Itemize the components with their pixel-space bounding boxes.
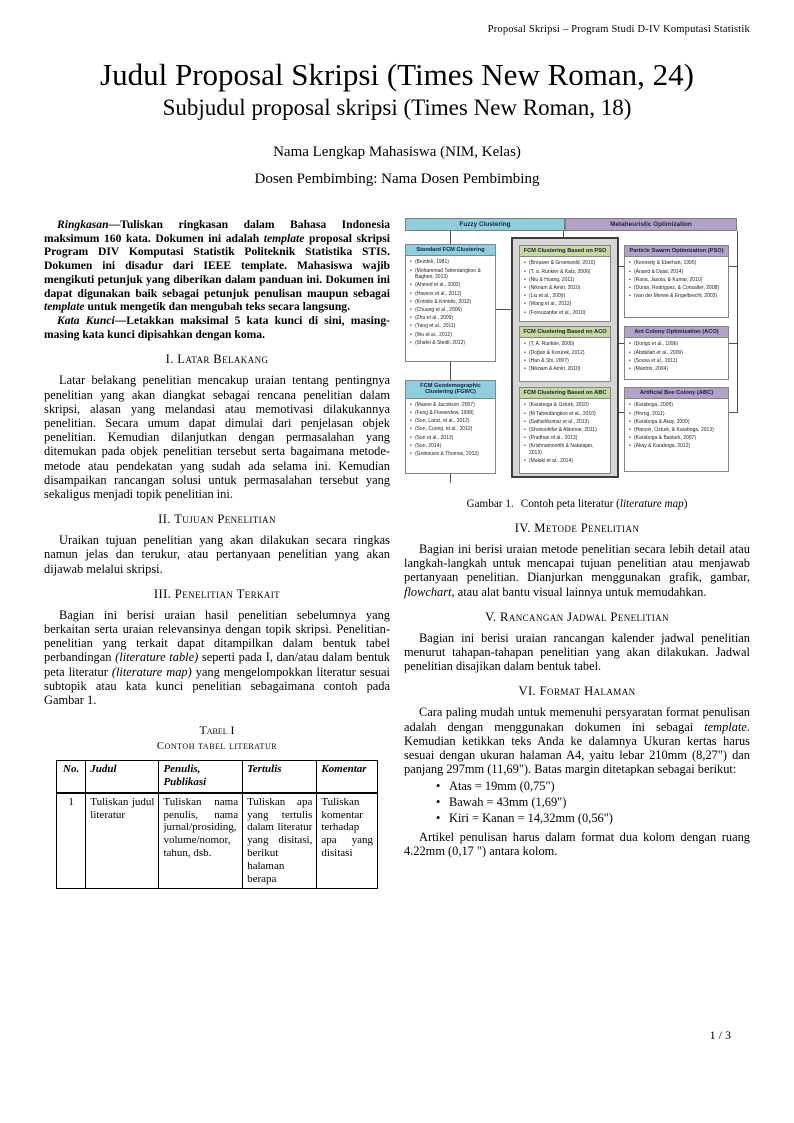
figure-group-metaheuristic-optimization: Metaheuristic Optimization — [565, 218, 737, 231]
body-text-italic: (literature table) — [115, 650, 199, 665]
advisor-line: Dosen Pembimbing: Nama Dosen Pembimbing — [254, 171, 540, 188]
citation-item: • (Mohammad Taherdangkoo & Bagheri, 2013) — [415, 268, 492, 281]
margin-bullet-kiri-kanan: • Kiri = Kanan = 14,32mm (0,56") — [436, 811, 750, 827]
literature-map-figure — [404, 218, 750, 490]
citation-item: • (Chuang et al., 2006) — [415, 307, 492, 314]
table-header-tertulis: Tertulis — [243, 761, 317, 793]
citation-item: • (Wang et al., 2012) — [529, 301, 607, 308]
citation-item: • (Bezdek, 1981) — [415, 259, 492, 266]
citation-item: • (Karaboga & Ozturk, 2010) — [529, 402, 607, 409]
body-text-italic: template — [704, 719, 747, 734]
title-block — [0, 58, 794, 188]
table-header-row — [57, 761, 378, 793]
section-body-tujuan: Uraikan tujuan penelitian yang akan dilakukan secara ringkas namun jelas dan terukur, atau pertanyaan penelitian yang akan dijawab melalui skripsi. — [44, 533, 390, 576]
figure-box-title: FCM Geodemographic Clustering (FGWC) — [406, 381, 495, 399]
abstract-text-italic: template — [263, 231, 305, 245]
figure-box-standard-fcm-clustering — [405, 244, 496, 362]
connector-line — [450, 474, 451, 483]
citation-item: • (Sathishkumar et al., 2013) — [529, 419, 607, 426]
page-subtitle: Subjudul proposal skripsi (Times New Roman, 18) — [162, 95, 632, 121]
section-heading-format: VI. Format Halaman — [518, 684, 636, 699]
section-body-jadwal: Bagian ini berisi uraian rancangan kalender jadwal penelitian menurut tahapan-tahapan penelitian yang akan dilakukan. Jadwal penelitian disajikan dalam bentuk tabel. — [404, 630, 750, 674]
citation-item: • (van der Merwe & Engelbrecht, 2003) — [634, 293, 725, 300]
citation-item: • (Brouwer & Groenwold, 2010) — [529, 260, 607, 267]
section-heading-latar-belakang: I. Latar Belakang — [165, 352, 269, 367]
section-body-metode — [404, 542, 750, 599]
abstract-text-italic: template — [44, 300, 85, 314]
citation-list — [406, 401, 494, 460]
citation-item: • (Kennedy & Eberhart, 1995) — [634, 260, 725, 267]
running-head: Proposal Skripsi – Program Studi D-IV Komputasi Statistik — [487, 24, 750, 35]
citation-item: • (Niknam & Amiri, 2010) — [529, 285, 607, 292]
citation-item: • (Niknam & Amiri, 2010) — [529, 366, 607, 373]
citation-item: • (Horng, 2011) — [634, 411, 725, 418]
figure-box-fcm-abc — [519, 387, 611, 474]
figure-box-fgwc — [405, 380, 496, 474]
citation-item: • (T. a. Runkler & Katz, 2006) — [529, 269, 607, 276]
margin-bullet-list — [436, 779, 750, 826]
citation-list — [520, 340, 609, 375]
left-column — [44, 218, 390, 889]
body-text: Bagian ini berisi uraian hasil penelitian sebelumnya yang berkaitan serta uraian relevansinya dengan topik skripsi. Penelitian-penelitian yang terkait dapat ditampilkan dalam bentuk tabel perbandingan — [44, 607, 390, 665]
citation-item: • (Grekousis & Thomas, 2012) — [415, 451, 492, 458]
table-header-komentar: Komentar — [317, 761, 378, 793]
section-heading-tujuan: II. Tujuan Penelitian — [158, 512, 276, 527]
citation-item: • (Krishnamoorthi & Natarajan, 2013) — [529, 443, 607, 456]
citation-item: • (Akay & Karaboga, 2012) — [634, 443, 725, 450]
table-cell-komentar: Tuliskan komentar terhadap apa yang disitasi — [317, 793, 378, 889]
citation-item: • (T. A. Runkler, 2005) — [529, 341, 607, 348]
citation-item: • (Duran, Rodriguez, & Consalter, 2008) — [634, 285, 725, 292]
figure-box-title: FCM Clustering Based on PSO — [520, 246, 610, 257]
citation-item: • (Karaboga, 2005) — [634, 402, 725, 409]
keywords-label: Kata Kunci — [57, 313, 115, 327]
figure-box-pso — [624, 245, 729, 318]
author-line: Nama Lengkap Mahasiswa (NIM, Kelas) — [273, 144, 521, 161]
citation-item: • (Manfrin, 2004) — [634, 366, 725, 373]
figure-caption-italic: literature map — [619, 498, 684, 510]
connector-line — [737, 231, 738, 412]
section-heading-terkait: III. Penelitian Terkait — [153, 586, 281, 601]
right-column — [404, 218, 750, 858]
citation-list — [625, 259, 727, 302]
margin-bullet-atas: • Atas = 19mm (0,75") — [436, 779, 750, 795]
section-body-format — [404, 705, 750, 776]
table-header-judul: Judul — [86, 761, 159, 793]
table-header-no: No. — [57, 761, 86, 793]
page-number: 1 / 3 — [709, 1028, 731, 1042]
figure-caption-text: Contoh peta literatur ( — [520, 498, 620, 510]
abstract-paragraph — [44, 218, 390, 314]
table-header-penulis: Penulis, Publikasi — [159, 761, 243, 793]
connector-line — [496, 309, 511, 310]
section-closing-format: Artikel penulisan harus dalam format dua kolom dengan ruang 4.22mm (0,17 ") antara kolom. — [404, 829, 750, 859]
figure-box-title: Particle Swarm Optimization (PSO) — [625, 246, 728, 257]
figure-box-abc — [624, 387, 729, 472]
margin-bullet-bawah: • Bawah = 43mm (1,69") — [436, 795, 750, 811]
page-title: Judul Proposal Skripsi (Times New Roman, 24) — [100, 57, 694, 92]
citation-item: • (Karaboga & Basturk, 2007) — [634, 435, 725, 442]
citation-item: • (Hancer, Ozturk, & Karaboga, 2013) — [634, 427, 725, 434]
figure-box-title: Standard FCM Clustering — [406, 245, 495, 256]
citation-item: • (Karaboga & Akay, 2009) — [634, 419, 725, 426]
literature-table — [56, 760, 378, 889]
figure-caption-label: Gambar 1. — [466, 498, 514, 510]
keywords-paragraph — [44, 314, 390, 341]
figure-box-title: Artificial Bee Colony (ABC) — [625, 388, 728, 399]
section-body-terkait — [44, 608, 390, 707]
citation-item: • (Son et al., 2013) — [415, 435, 492, 442]
citation-item: • (M Taherdangkoo et al., 2010) — [529, 411, 607, 418]
citation-item: • (Havens et al., 2012) — [415, 291, 492, 298]
keywords-text: —Letakkan maksimal 5 kata kunci di sini, masing-masing kata kunci dipisahkan dengan koma. — [44, 313, 390, 341]
connector-line — [729, 412, 738, 413]
citation-item: • (Shokouhifar & Abkenar, 2011) — [529, 427, 607, 434]
citation-item: • (Son, Cuong, et al., 2012) — [415, 426, 492, 433]
figure-box-title: Ant Colony Optimization (ACO) — [625, 327, 728, 338]
table-cell-penulis: Tuliskan nama penulis, nama jurnal/prosiding, volume/nomor, tahun, dsb. — [159, 793, 243, 889]
connector-line — [450, 231, 451, 244]
body-text: , atau alat bantu visual lainnya untuk memudahkan. — [451, 584, 707, 599]
figure-box-title: FCM Clustering Based on ABC — [520, 388, 610, 399]
citation-item: • (Liu et al., 2009) — [529, 293, 607, 300]
figure-box-fcm-pso — [519, 245, 611, 322]
citation-list — [406, 258, 494, 348]
body-text: yang mengelompokkan literatur sesuai subtopik atau kata kunci penelitian sebagaimana contoh pada Gambar 1. — [44, 664, 390, 707]
body-text: Bagian ini berisi uraian metode penelitian secara lebih detail atau langkah-langkah untuk mencapai tujuan penelitian atau menjawab pertanyaan penelitian. Dianjurkan menggunakan grafik, gambar, — [404, 542, 750, 585]
citation-item: • (Doğan & Korürek, 2012) — [529, 350, 607, 357]
citation-list — [520, 259, 609, 318]
figure-caption — [404, 498, 750, 510]
citation-list — [625, 401, 727, 452]
citation-item: • (Sousa et al., 2011) — [634, 358, 725, 365]
connector-line — [729, 343, 738, 344]
table-cell-judul: Tuliskan judul literatur — [86, 793, 159, 889]
citation-item: • (Dorigo et al., 1996) — [634, 341, 725, 348]
citation-item: • (Ahmed et al., 2002) — [415, 282, 492, 289]
citation-list — [520, 401, 609, 467]
figure-box-fcm-aco — [519, 326, 611, 382]
body-text: seperti pada I, dan/atau dalam bentuk peta literatur — [44, 650, 390, 679]
connector-line — [729, 266, 738, 267]
table-caption: Contoh tabel literatur — [156, 740, 278, 753]
abstract-text: —Tuliskan ringkasan dalam Bahasa Indonesia maksimum 160 kata. Dokumen ini adalah — [44, 218, 390, 245]
section-heading-jadwal: V. Rancangan Jadwal Penelitian — [485, 609, 669, 624]
body-text-italic: flowchart — [404, 584, 452, 599]
abstract-label: Ringkasan — [57, 218, 109, 231]
citation-item: • (Wu et al., 2012) — [415, 332, 492, 339]
citation-item: • (Han & Shi, 2007) — [529, 358, 607, 365]
citation-item: • (Niu & Huang, 2011) — [529, 277, 607, 284]
citation-item: • (Zhu et al., 2009) — [415, 315, 492, 322]
table-row — [57, 793, 378, 889]
abstract-text: proposal skripsi Program DIV Komputasi Statistik Politeknik Statistika STIS. Dokumen ini disadur dari IEEE template. Mahasiswa wajib mengikuti petunjuk yang diberikan dalam panduan ini. Dokumen ini dapat digunakan baik sebagai petunjuk penulisan maupun sebagai — [44, 231, 390, 300]
body-text: . Kemudian ketikkan teks Anda ke dalamnya Ukuran kertas harus sesuai dengan ukuran halaman A4, yaitu lebar 210mm (8,27") dan panjang 297mm (11,69"). Batas margin ditetapkan sebagai berikut: — [404, 719, 750, 777]
figure-box-aco — [624, 326, 729, 380]
citation-item: • (Pradhan et al., 2013) — [529, 435, 607, 442]
abstract-text: untuk mengetik dan mengubah teks secara langsung. — [84, 300, 351, 314]
table-cell-tertulis: Tuliskan apa yang tertulis dalam literatur yang disitasi, berikut halaman berapa — [243, 793, 317, 889]
citation-item: • (Abdallah et al., 2009) — [634, 350, 725, 357]
citation-item: • (Forouzanfar et al., 2010) — [529, 310, 607, 317]
table-label: Tabel I — [199, 723, 235, 738]
figure-box-title: FCM Clustering Based on ACO — [520, 327, 610, 338]
citation-item: • (Yang et al., 2011) — [415, 323, 492, 330]
body-text-italic: (literature map) — [111, 664, 192, 679]
section-heading-metode: IV. Metode Penelitian — [514, 521, 640, 535]
citation-item: • (Rana, Jasola, & Kumar, 2010) — [634, 277, 725, 284]
citation-item: • (Son, Lanzi, et al., 2012) — [415, 418, 492, 425]
citation-item: • (Mason & Jacobson, 2007) — [415, 402, 492, 409]
citation-item: • (Anand & Dalal, 2014) — [634, 269, 725, 276]
citation-list — [625, 340, 727, 375]
citation-item: • (Son, 2014) — [415, 443, 492, 450]
citation-item: • (Krinidis & Krinidis, 2012) — [415, 299, 492, 306]
figure-group-fuzzy-clustering: Fuzzy Clustering — [405, 218, 565, 231]
citation-item: • (Shafei & Steidl, 2012) — [415, 340, 492, 347]
table-cell-no: 1 — [57, 793, 86, 889]
connector-line — [450, 362, 451, 380]
section-body-latar-belakang: Latar belakang penelitian mencakup uraian tentang pentingnya penelitian yang akan diangkat sebagai rencana penelitian dalam skripsi, alasan yang melandasi atau memotivasi dilakukannya penelitian. Secara umum dapat dimulai dari penjelasan objek penelitian. Kemudian dilanjutkan dengan permasalahan yang ditemukan pada objek penelitian tersebut serta bagaimana metode-metode atau pendekatan yang sudah ada selama ini. Kemudian disampaikan rancangan solusi untuk permasalahan tersebut yang sekaligus menjadi topik penelitian ini. — [44, 373, 390, 501]
citation-item: • (Feng & Flowerdew, 1998) — [415, 410, 492, 417]
citation-item: • (Malaki et al., 2014) — [529, 458, 607, 465]
figure-caption-close: ) — [683, 498, 688, 510]
body-text: Cara paling mudah untuk memenuhi persyaratan format penulisan adalah dengan menggunakan dokumen ini sebagai — [404, 705, 750, 734]
